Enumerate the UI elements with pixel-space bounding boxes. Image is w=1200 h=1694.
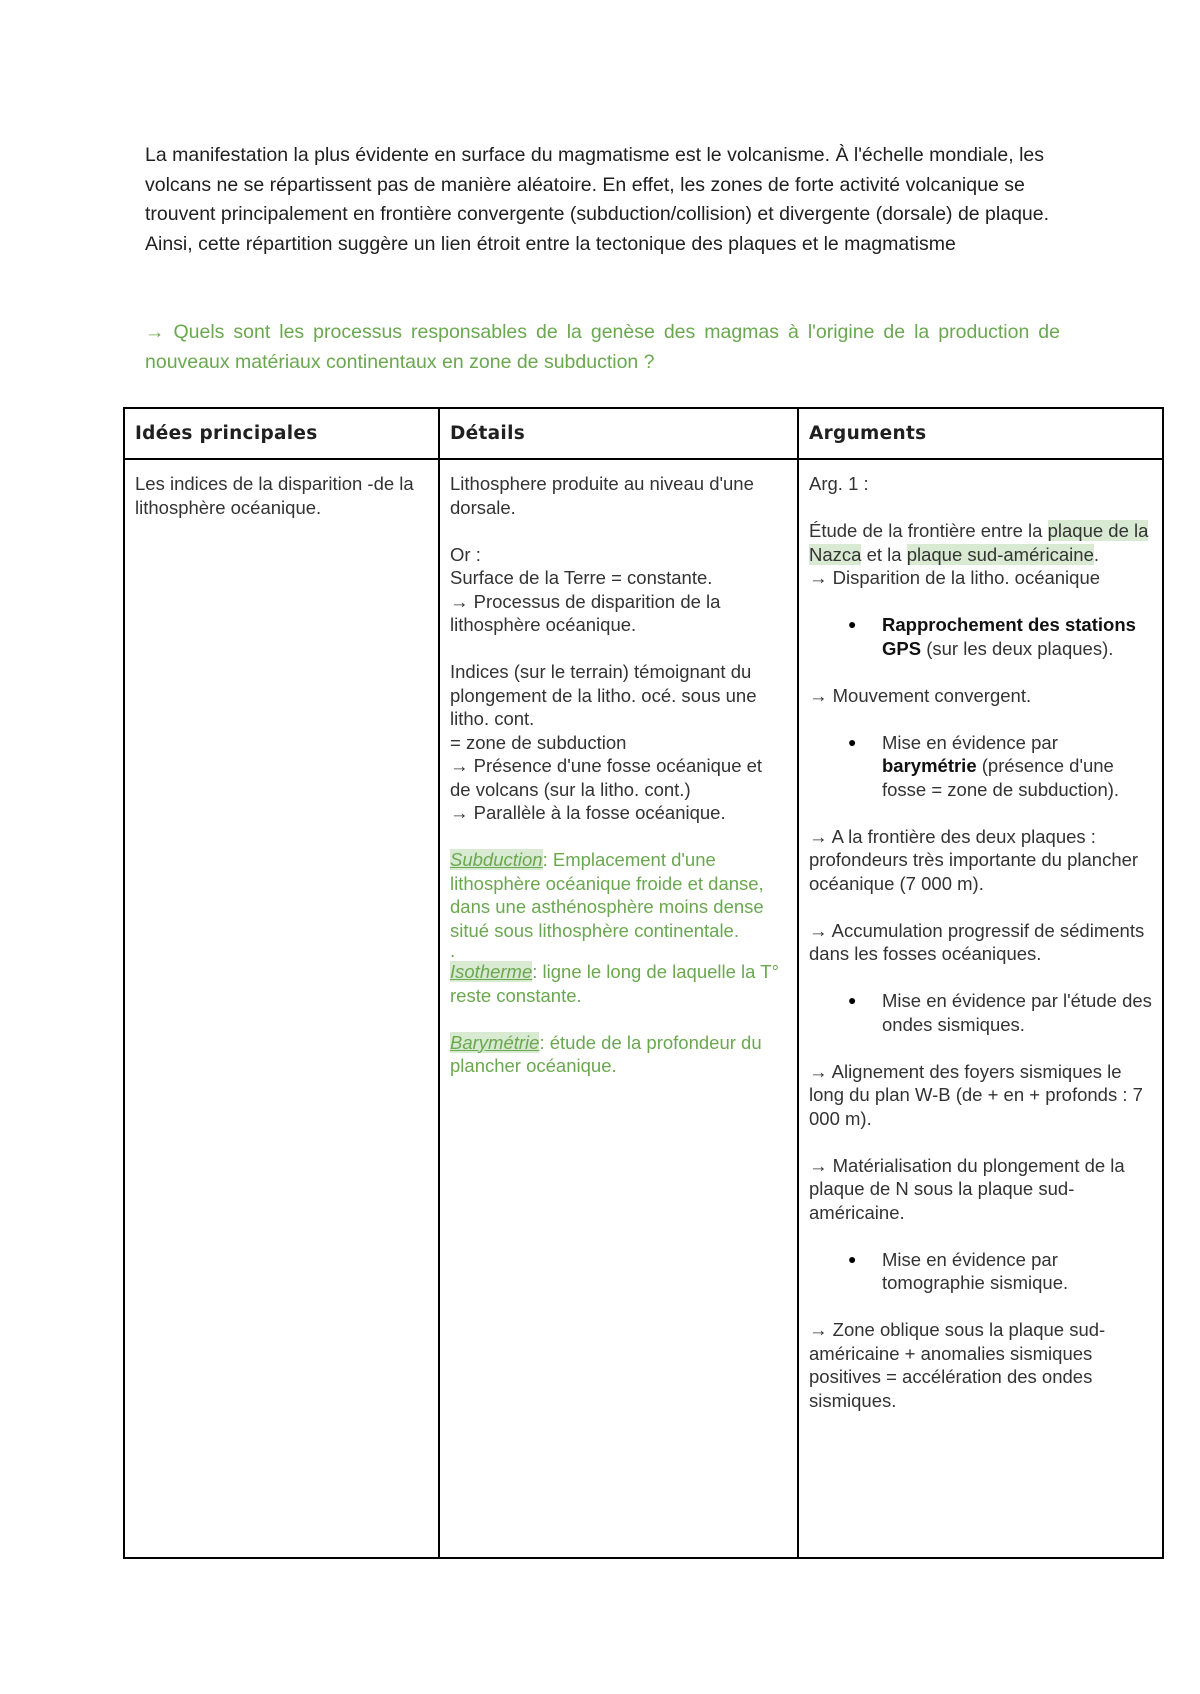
arg-oblique-zone: → Zone oblique sous la plaque sud-américaine + anomalies sismiques positives = accélération des ondes sismiques. <box>809 1319 1106 1411</box>
arg-convergent: → Mouvement convergent. <box>809 684 1032 706</box>
bullet-list <box>809 1248 1152 1295</box>
details-or: Or : <box>450 543 481 565</box>
bullet-list <box>809 731 1152 802</box>
definition-barymetrie <box>450 1031 787 1078</box>
details-cell <box>439 459 798 1558</box>
arg-frontier: → A la frontière des deux plaques : profondeurs très importante du plancher océanique (7 000 m). <box>809 825 1139 894</box>
definition-isotherme <box>450 960 787 1007</box>
table-row <box>124 459 1163 1558</box>
arg-disparition: → Disparition de la litho. océanique <box>809 567 1101 588</box>
bullet-icon: ● <box>848 1250 857 1267</box>
notes-table <box>123 407 1164 1559</box>
main-idea-text: Les indices de la disparition -de la lithosphère océanique. <box>135 473 414 518</box>
header-arguments: Arguments <box>798 408 1163 459</box>
term-subduction: Subduction <box>450 849 543 870</box>
arg-materialisation: → Matérialisation du plongement de la plaque de N sous la plaque sud-américaine. <box>809 1154 1125 1223</box>
intro-paragraph: La manifestation la plus évidente en surface du magmatisme est le volcanisme. À l'échelle mondiale, les volcans ne se répartissent pas de manière aléatoire. En effet, les zones de forte activité volcanique se trouvent principalement en frontière convergente (subduction/collision) et divergente (dorsale) de plaque. Ainsi, cette répartition suggère un lien étroit entre la tectonique des plaques et le magmatisme <box>145 144 1050 255</box>
details-subduction-zone: = zone de subduction <box>450 731 627 753</box>
arg-label: Arg. 1 : <box>809 473 869 494</box>
list-item: ● Rapprochement des stations GPS (sur les deux plaques). <box>848 614 1136 659</box>
bullet-icon: ● <box>848 992 857 1008</box>
definition-dot: . <box>450 940 456 961</box>
term-isotherme: Isotherme <box>450 961 533 982</box>
arg-accumulation: → Accumulation progressif de sédiments dans les fosses océaniques. <box>809 919 1145 964</box>
arg-study: Étude de la frontière entre la plaque de la Nazca et la plaque sud-américaine. <box>809 520 1149 565</box>
details-parallel: → Parallèle à la fosse océanique. <box>450 802 726 823</box>
bullet-list <box>809 989 1152 1036</box>
list-item: ● Mise en évidence par tomographie sismique. <box>848 1248 1069 1293</box>
details-indices: Indices (sur le terrain) témoignant du plongement de la litho. océ. sous une litho. cont. <box>450 661 757 729</box>
details-process: → Processus de disparition de la lithosphère océanique. <box>450 590 721 635</box>
definition-subduction-text: : Emplacement d'une lithosphère océanique froide et danse, dans une asthénosphère moins dense situé sous lithosphère continentale. <box>450 849 764 941</box>
definition-subduction <box>450 848 787 942</box>
highlight-south-american: plaque sud-américaine <box>906 543 1094 565</box>
details-p1: Lithosphere produite au niveau d'une dorsale. <box>450 473 754 518</box>
header-main-ideas: Idées principales <box>124 408 439 459</box>
highlight-nazca: plaque de la Nazca <box>809 520 1149 565</box>
list-item: ● Mise en évidence par l'étude des ondes sismiques. <box>848 990 1152 1035</box>
header-details: Détails <box>439 408 798 459</box>
bullet-icon: ● <box>848 616 857 632</box>
arguments-cell <box>798 459 1163 1558</box>
details-fosse: → Présence d'une fosse océanique et de volcans (sur la litho. cont.) <box>450 755 763 800</box>
definition-barymetrie-text: : étude de la profondeur du plancher océanique. <box>450 1031 762 1076</box>
arg-alignment: → Alignement des foyers sismiques le long du plan W-B (de + en + profonds : 7 000 m). <box>809 1060 1143 1129</box>
details-surface: Surface de la Terre = constante. <box>450 567 713 588</box>
main-ideas-cell <box>124 459 439 1558</box>
term-barymetrie: Barymétrie <box>450 1031 540 1053</box>
list-item: ● Mise en évidence par barymétrie (présence d'une fosse = zone de subduction). <box>848 731 1120 800</box>
problem-question: → Quels sont les processus responsables de la genèse des magmas à l'origine de la production de nouveaux matériaux continentaux en zone de subduction ? <box>145 321 1060 373</box>
definition-isotherme-text: : ligne le long de laquelle la T° reste constante. <box>450 961 779 1006</box>
bullet-list <box>809 613 1152 660</box>
bullet-icon: ● <box>848 733 857 750</box>
table-header-row <box>124 408 1163 459</box>
